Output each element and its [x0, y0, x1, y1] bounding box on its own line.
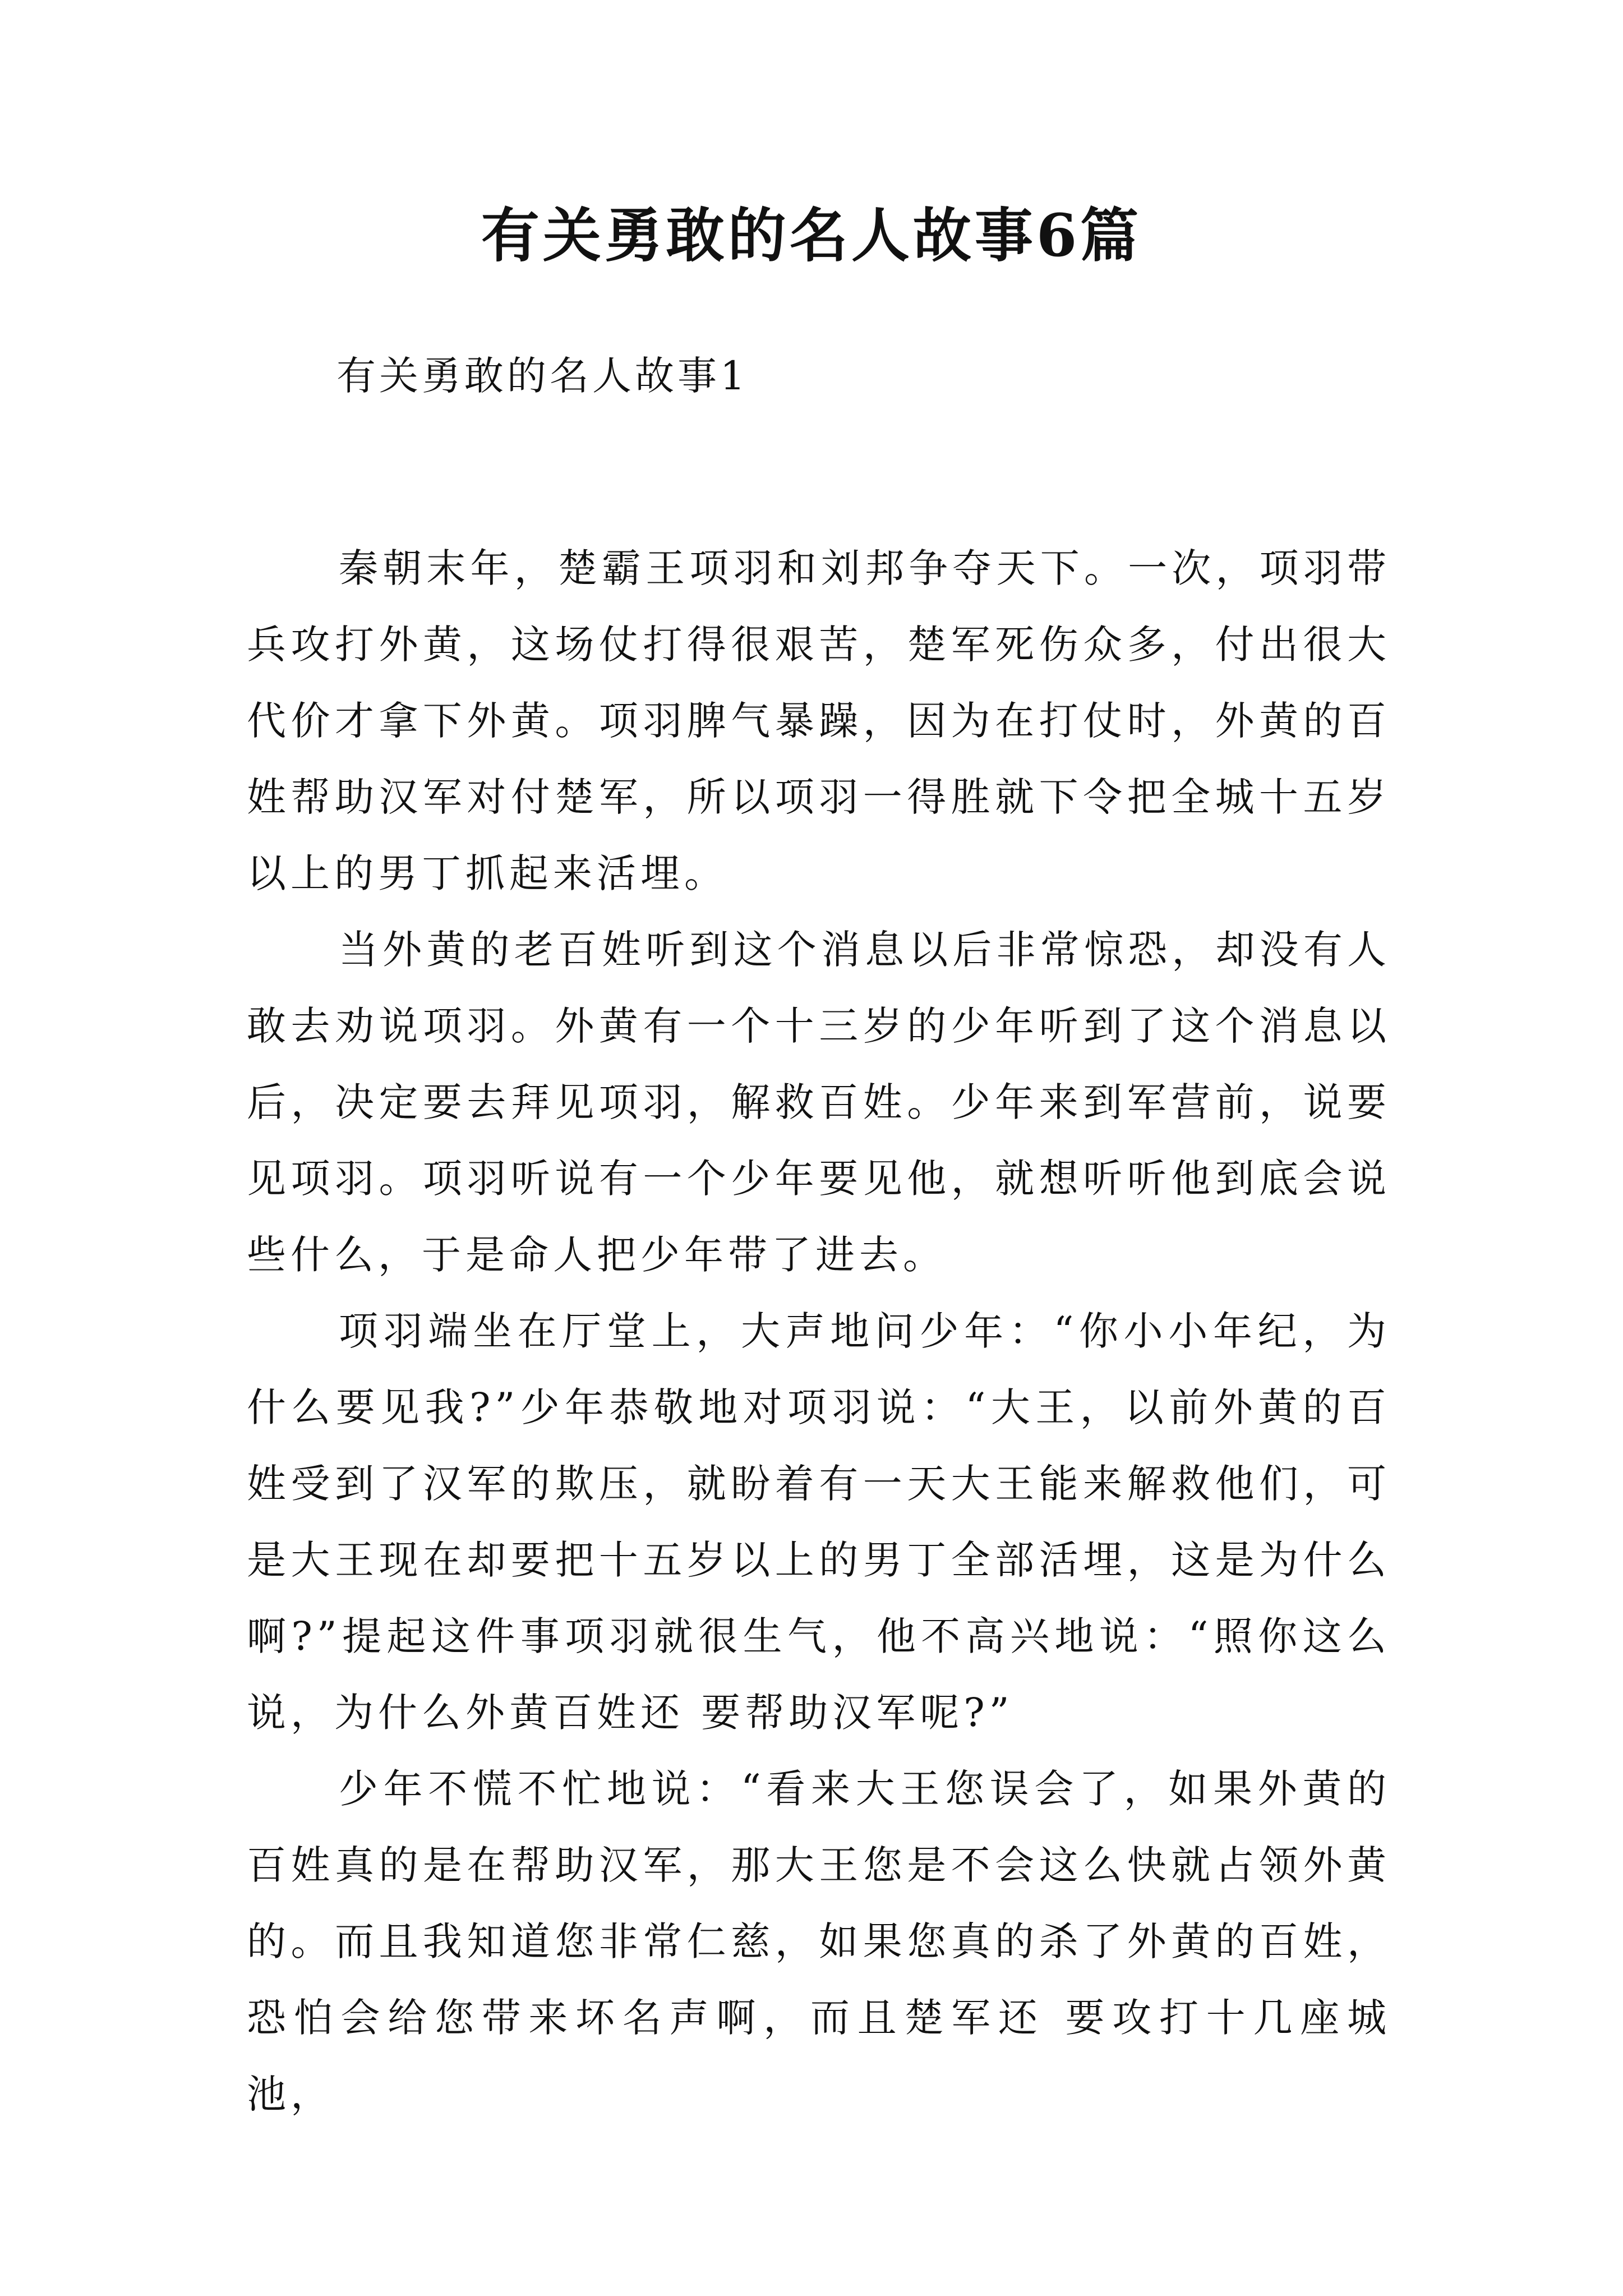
document-body [247, 530, 1391, 2132]
paragraph: 项羽端坐在厅堂上，大声地问少年：“你小小年纪，为什么要见我?”少年恭敬地对项羽说：“大王，以前外黄的百姓受到了汉军的欺压，就盼着有一天大王能来解救他们，可是大王现在却要把十五岁以上的男丁全部活埋，这是为什么啊?”提起这件事项羽就很生气，他不高兴地说：“照你这么说，为什么外黄百姓还 要帮助汉军呢?” [247, 1308, 1391, 1736]
paragraph: 当外黄的老百姓听到这个消息以后非常惊恐，却没有人敢去劝说项羽。外黄有一个十三岁的少年听到了这个消息以后，决定要去拜见项羽，解救百姓。少年来到军营前，说要见项羽。项羽听说有一个少年要见他，就想听听他到底会说些什么，于是命人把少年带了进去。 [247, 927, 1391, 1278]
paragraph: 秦朝末年，楚霸王项羽和刘邦争夺天下。一次，项羽带兵攻打外黄，这场仗打得很艰苦，楚军死伤众多，付出很大代价才拿下外黄。项羽脾气暴躁，因为在打仗时，外黄的百姓帮助汉军对付楚军，所以项羽一得胜就下令把全城十五岁以上的男丁抓起来活埋。 [247, 545, 1391, 896]
page-title: 有关勇敢的名人故事6篇 [481, 201, 1142, 270]
paragraph: 少年不慌不忙地说：“看来大王您误会了，如果外黄的百姓真的是在帮助汉军，那大王您是不会这么快就占领外黄的。而且我知道您非常仁慈，如果您真的杀了外黄的百姓，恐怕会给您带来坏名声啊，而且楚军还 要攻打十几座城池， [247, 1766, 1391, 2117]
section-heading: 有关勇敢的名人故事1 [336, 353, 749, 399]
